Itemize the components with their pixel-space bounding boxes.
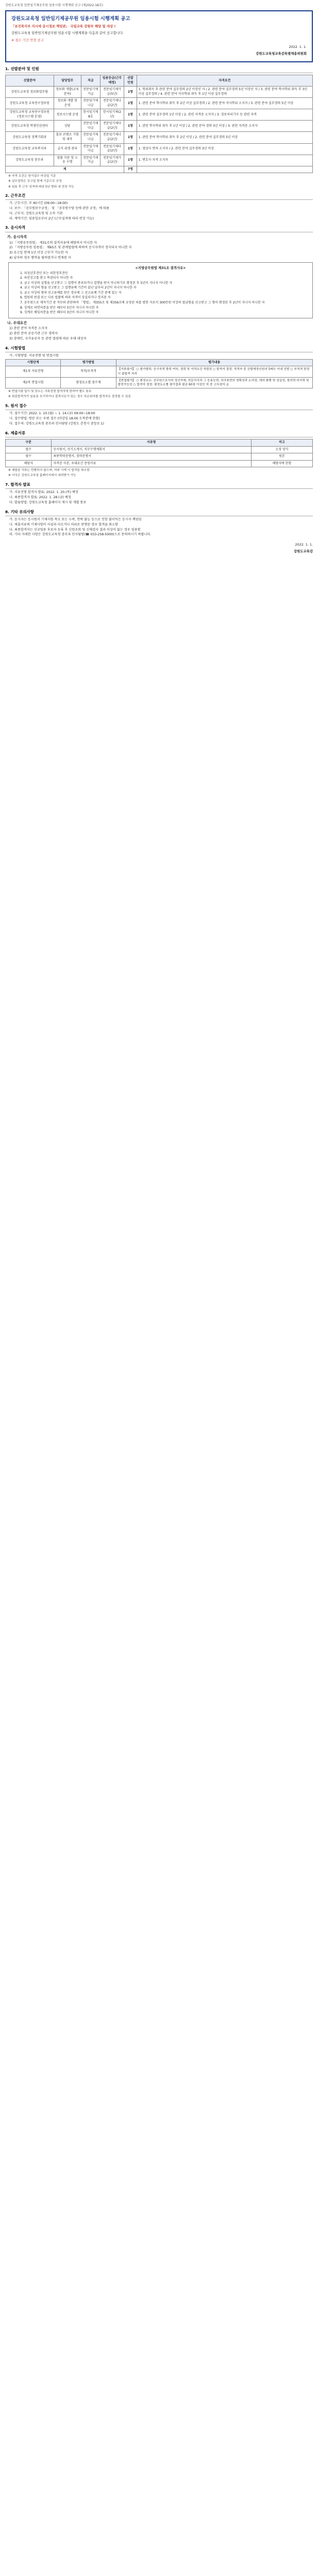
cell-count: 1명 xyxy=(124,109,137,121)
total-label: 계 xyxy=(6,166,124,173)
section-heading: 2. 근무조건 xyxy=(5,193,313,200)
col-header: 서류명 xyxy=(52,439,251,447)
cell-duty: 상담 xyxy=(54,121,81,132)
section-heading: 1. 선발분야 및 인원 xyxy=(5,66,313,74)
list-item: 1) 관련 분야 자격증 소지자 xyxy=(9,327,47,331)
section-heading: 5. 원서 접수 xyxy=(5,403,313,411)
list-item: 가. 서류전형 합격자 발표: 2022. 1. 20.(목) 예정 xyxy=(9,490,78,495)
list-item: 라. 계약기간: 임용일로부터 2년 (근무실적에 따라 연장 가능) xyxy=(9,216,94,221)
page-header: 강원도교육청 일반임기제공무원 임용시험 시행계획 공고 (제2022-18호) xyxy=(5,4,103,7)
list-item: 9. 징계로 해임처분을 받은 때부터 3년이 지나지 아니한 자 xyxy=(20,311,99,315)
table-row xyxy=(6,460,313,467)
list-item: 5. 금고 이상의 형의 선고유예를 받은 경우에 그 선고유예 기간 중에 있는 자 xyxy=(20,291,122,295)
col-header: 임용등급(근무예정) xyxy=(100,75,124,87)
col-header: 선발인원 xyxy=(124,75,137,87)
list-item: 나. 접수방법: 방문 또는 우편 접수 (마감일 18:00 도착분에 한함) xyxy=(9,417,100,421)
table-row xyxy=(6,132,313,143)
note: ※ 자격 요건은 원서접수 마감일 기준 xyxy=(8,175,56,178)
cell-term: 한시임기제(2년) xyxy=(100,109,124,121)
list-item: 다. 최종합격자는 신규임용 후보자 등록 후 신원조회 및 신체검사 결과 이상이 없는 경우 임용함 xyxy=(9,528,141,532)
cell-count: 1명 xyxy=(124,98,137,109)
title-box xyxy=(5,10,313,62)
cell-type: 필수 xyxy=(6,446,52,453)
table-row xyxy=(6,87,313,98)
cell-term: 전문임기제나급(2년) xyxy=(100,132,124,143)
cell-type: 필수 xyxy=(6,453,52,461)
note: ※ 임용 후 근무 성적에 따라 5년 범위 내 연장 가능 xyxy=(8,185,74,189)
list-item: 3) 공고일 현재 1년 이상 근무가 가능한 자 xyxy=(9,251,68,255)
cell-term: 전문임기제다급(2년) xyxy=(100,121,124,132)
cell-stage: 제1차 서류전형 xyxy=(6,366,61,377)
cell-stage: 제2차 면접시험 xyxy=(6,377,61,388)
notice-lead-extension: ※ 접수 기간 연장 공고 xyxy=(11,38,44,42)
section-documents xyxy=(5,431,313,478)
cell-method: 평정요소별 점수제 xyxy=(61,377,116,388)
list-item: 2. 파산선고를 받고 복권되지 아니한 자 xyxy=(20,276,73,280)
col-header: 평가내용 xyxy=(116,359,312,366)
table-row xyxy=(6,155,313,166)
table-row xyxy=(6,446,313,453)
section-exam-method xyxy=(5,346,313,399)
list-item: 2) 「지방공무원 임용령」 제65조 및 관계법령에 의하여 응시자격이 정지되지 아니한 자 xyxy=(9,246,132,250)
sub-heading: 가. 응시자격 xyxy=(7,234,27,239)
cell-duty: 법률 자문 및 소송 수행 xyxy=(54,155,81,166)
note: ※ 최종합격자가 임용을 포기하거나 결격사유가 있는 경우 차순위자를 합격자로 결정할 수 있음 xyxy=(8,395,131,399)
notice-title: 강원도교육청 일반임기제공무원 임용시험 시행계획 공고 xyxy=(11,16,130,22)
empty-cell xyxy=(137,166,313,173)
section-other xyxy=(5,510,313,538)
list-item: 1. 피성년후견인 또는 피한정후견인 xyxy=(20,271,68,275)
section-conditions xyxy=(5,193,313,222)
list-item: 4) 남자의 경우 병역을 필하였거나 면제된 자 xyxy=(9,256,71,260)
footer-date: 2022. 1. 1. xyxy=(295,543,313,547)
cell-method: 적격/부적격 xyxy=(61,366,116,377)
documents-table xyxy=(5,439,313,467)
cell-note: 소정 양식 xyxy=(251,446,312,453)
cell-req: 1. 학위취득 후 관련 분야 실무경력 2년 이상인 자 / 2. 관련 분야 실무경력 5년 이상인 자 / 3. 관련 분야 학사학위 취득 후 3년 이상 실무경력 / 4. 관련 분야 석사학위 취득 후 1년 이상 실무경력 xyxy=(137,87,313,98)
cell-note: 해당자에 한함 xyxy=(251,460,312,467)
cell-count: 1명 xyxy=(124,121,137,132)
col-header: 평가방법 xyxy=(61,359,116,366)
cell-term: 전문임기제가급(5년) xyxy=(100,87,124,98)
col-header: 선발분야 xyxy=(6,75,54,87)
disqualification-box xyxy=(8,262,313,318)
cell-count: 1명 xyxy=(124,132,137,143)
cell-duty: 정보화 개발(교육분야) xyxy=(54,87,81,98)
notice-issuer: 강원도교육청교육감특별채용위원회 xyxy=(256,51,307,56)
list-item: 가. 시험방법: 서류전형 및 면접시험 xyxy=(9,354,59,358)
footer-issuer: 강원도교육감 xyxy=(293,549,313,554)
cell-count: 1명 xyxy=(124,87,137,98)
list-item: 3) 장애인, 국가유공자 등 관련 법령에 따른 우대 대상자 xyxy=(9,336,87,341)
list-item: 3. 금고 이상의 실형을 선고받고 그 집행이 종료되거나 집행을 받지 아니하기로 확정된 후 5년이 지나지 아니한 자 xyxy=(20,281,173,285)
section-heading: 6. 제출서류 xyxy=(5,431,313,438)
cell-area: 강원도교육청 총무과 xyxy=(6,155,54,166)
list-item: 나. 최종합격자 발표: 2022. 1. 28.(금) 예정 xyxy=(9,495,71,499)
cell-duty: 급식 위생 관리 xyxy=(54,143,81,155)
table-row xyxy=(6,109,313,121)
section-positions xyxy=(5,66,313,189)
table-row xyxy=(6,121,313,132)
section-heading: 8. 기타 유의사항 xyxy=(5,510,313,517)
list-item: 나. 제출서류의 기재사항이 사실과 다르거나 허위로 판명된 경우 합격을 취소함 xyxy=(9,522,118,527)
cell-grade: 전문임기제 나급 xyxy=(81,98,100,109)
cell-req: 1. 관련 분야 실무경력 1년 이상 / 2. 관련 자격증 소지자 / 3. 정보처리기사 등 관련 자격 xyxy=(137,109,313,121)
cell-grade: 한시임기제 8호 xyxy=(81,109,100,121)
cell-area: 강원도교육청 교육연구정보원 xyxy=(6,98,54,109)
list-item: 6. 법원의 판결 또는 다른 법률에 따라 자격이 상실되거나 정지된 자 xyxy=(20,296,111,300)
cell-doc: 최종학력증명서, 경력증명서 xyxy=(52,453,251,461)
cell-duty: 정보화 개발 및 운영 xyxy=(54,98,81,109)
list-item: 가. 응시자는 응시원서 기재사항 착오 또는 누락, 연락 불능 등으로 인한 불이익은 응시자 책임임 xyxy=(9,518,142,522)
list-item: 다. 접수처: 강원도교육청 총무과 인사담당 (강원도 춘천시 중앙로 1) xyxy=(9,421,104,426)
table-row xyxy=(6,366,313,377)
cell-grade: 전문임기제 다급 xyxy=(81,143,100,155)
total-row xyxy=(6,166,313,173)
table-row xyxy=(6,377,313,388)
note: ※ 실무경력은 공고일 현재 기준으로 산정 xyxy=(8,180,62,183)
list-item: 2) 관련 분야 공공기관 근무 경력자 xyxy=(9,331,58,335)
list-item: 다. 근무지: 강원도교육청 및 소속 기관 xyxy=(9,211,63,215)
sub-heading: 나. 우대요건 xyxy=(7,320,27,325)
col-header: 직급 xyxy=(81,75,100,87)
list-item: 나. 보수: 「공무원보수규정」 및 「공무원수당 등에 관한 규정」에 따름 xyxy=(9,207,109,211)
cell-doc: 자격증 사본, 우대요건 증빙서류 xyxy=(52,460,251,467)
cell-area: 강원도교육청 교육복지과 xyxy=(6,143,54,155)
positions-table xyxy=(5,75,313,173)
section-heading: 4. 시험방법 xyxy=(5,346,313,353)
cell-term: 전문임기제나급(2년) xyxy=(100,98,124,109)
col-header: 시험단계 xyxy=(6,359,61,366)
cell-count: 1명 xyxy=(124,155,137,166)
cell-area: 강원도교육청 정보화업무팀 xyxy=(6,87,54,98)
cell-duty: 홍보 콘텐츠 기획 및 제작 xyxy=(54,132,81,143)
cell-grade: 전문임기제 다급 xyxy=(81,121,100,132)
cell-doc: 응시원서, 자기소개서, 직무수행계획서 xyxy=(52,446,251,453)
exam-table xyxy=(5,359,313,388)
section-heading: 7. 합격자 발표 xyxy=(5,482,313,489)
cell-term: 전문임기제다급(2년) xyxy=(100,143,124,155)
table-row xyxy=(6,453,313,461)
cell-type: 해당자 xyxy=(6,460,52,467)
cell-req: 1. 관련 분야 학사학위 취득 후 2년 이상 / 2. 관련 분야 실무경력 5년 이상 xyxy=(137,132,313,143)
list-item: 가. 근무시간: 주 40시간 (09:00~18:00) xyxy=(9,201,68,206)
note: ※ 제출된 서류는 반환하지 않으며, 허위 기재 시 합격을 취소함 xyxy=(8,469,90,472)
list-item: 4. 금고 이상의 형을 선고받고 그 집행유예 기간이 끝난 날부터 2년이 지나지 아니한 자 xyxy=(20,286,137,290)
cell-grade: 전문임기제 가급 xyxy=(81,155,100,166)
note: ※ 서식은 강원도교육청 홈페이지에서 내려받기 가능 xyxy=(8,474,76,478)
section-eligibility xyxy=(5,225,313,341)
cell-area: 강원도교육청 교육연구정보원 (정보시스템 운영) xyxy=(6,109,54,121)
col-header: 자격요건 xyxy=(137,75,313,87)
cell-term: 전문임기제가급(2년) xyxy=(100,155,124,166)
section-heading: 3. 응시자격 xyxy=(5,225,313,232)
notice-lead: 강원도교육청 일반임기제공무원 임용시험 시행계획을 다음과 같이 공고합니다. xyxy=(11,31,124,36)
list-item: 8. 징계로 파면처분을 받은 때부터 5년이 지나지 아니한 자 xyxy=(20,306,99,310)
cell-count: 1명 xyxy=(124,143,137,155)
section-application xyxy=(5,403,313,427)
cell-area: 강원도교육청 학생인권센터 xyxy=(6,121,54,132)
list-item: 라. 기타 자세한 사항은 강원도교육청 총무과 인사담당(☎ 033-258-5000)으로 문의하시기 바랍니다. xyxy=(9,533,152,537)
note: ※ 면접시험 일시 및 장소는 서류전형 합격자에 한하여 별도 통보 xyxy=(8,390,92,394)
cell-area: 강원도교육청 정책기획과 xyxy=(6,132,54,143)
cell-req: 1. 관련 분야 학사학위 취득 후 2년 이상 실무경력 / 2. 관련 분야 석사학위 소지자 / 3. 관련 분야 실무경력 5년 이상 xyxy=(137,98,313,109)
total-count: 7명 xyxy=(124,166,137,173)
cell-req: 1. 영양사 면허 소지자 / 2. 관련 분야 실무경력 3년 이상 xyxy=(137,143,313,155)
box-title: <지방공무원법 제31조 결격사유> xyxy=(135,265,186,270)
col-header: 담당업무 xyxy=(54,75,81,87)
notice-date: 2022. 1. 1. xyxy=(289,44,307,49)
cell-duty: 정보시스템 운영 xyxy=(54,109,81,121)
col-header: 비고 xyxy=(251,439,312,447)
cell-content: 【면접평가】 ○ 평정요소: 공무원으로서의 정신자세, 전문지식과 그 응용능력, 의사표현의 정확성과 논리성, 예의·품행 및 성실성, 창의력·의지력 및 발전가능성 ○ 합격자 결정: 평정요소별 평가결과 평균 60점 이상인 자 중 고득점자 순 xyxy=(116,377,312,388)
notice-subtitle: 「보건복지부 지시에 공시정보 책임관」 국립교육 강원부 해당 및 대상 ! xyxy=(11,24,116,29)
table-row xyxy=(6,98,313,109)
list-item: 다. 발표방법: 강원도교육청 홈페이지 게시 및 개별 통보 xyxy=(9,500,87,504)
cell-req: 1. 관련 학사학위 취득 후 1년 이상 / 2. 관련 분야 경력 3년 이상 / 3. 관련 자격증 소지자 xyxy=(137,121,313,132)
list-item: 7. 공무원으로 재직기간 중 직무와 관련하여 「형법」 제355조 및 제356조에 규정된 죄를 범한 자로서 300만원 이상의 벌금형을 선고받고 그 형이 확정된 후 2년이 지나지 아니한 자 xyxy=(20,300,265,304)
section-results xyxy=(5,482,313,505)
col-header: 구분 xyxy=(6,439,52,447)
cell-req: 1. 변호사 자격 소지자 xyxy=(137,155,313,166)
cell-note: 원본 xyxy=(251,453,312,461)
table-row xyxy=(6,143,313,155)
list-item: 가. 접수기간: 2022. 1. 10.(월) ~ 1. 14.(금) 09:00~18:00 xyxy=(9,412,95,416)
cell-content: 【서류평가】 ○ 평가항목: 응시자격 충족 여부, 경력 및 자격요건 적합성 ○ 합격자 결정: 적격자 중 선발예정인원의 5배수 이내 선발 ○ 부적격 판정 시 불합격 처리 xyxy=(116,366,312,377)
list-item: 1) 「지방공무원법」 제31조의 결격사유에 해당하지 아니한 자 xyxy=(9,241,97,245)
cell-grade: 전문임기제 가급 xyxy=(81,87,100,98)
cell-grade: 전문임기제 나급 xyxy=(81,132,100,143)
